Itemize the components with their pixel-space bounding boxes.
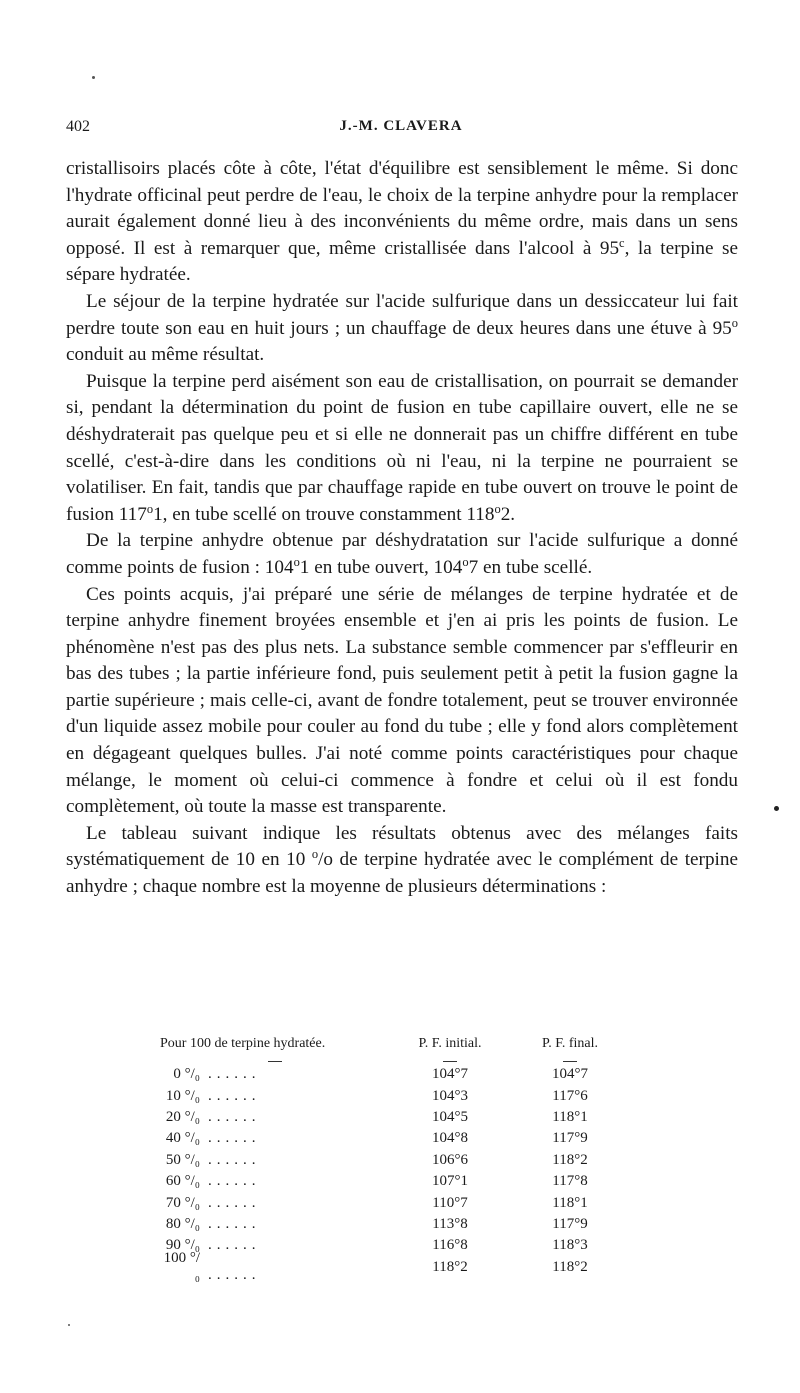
final-point-cell: 117°8: [552, 1173, 588, 1190]
percentage-cell: 90 °/₀: [165, 1237, 200, 1254]
initial-point-cell: 104°3: [432, 1087, 468, 1104]
final-point-cell: 117°9: [552, 1130, 588, 1147]
paragraph: De la terpine anhydre obtenue par déshydratation sur l'acide sulfurique a donné comme points de fusion : 104$^o$1 en tube ouvert, 104$^o$7 en tube scellé.: [66, 530, 738, 578]
header-dash: [268, 1061, 282, 1062]
percentage-cell: 70 °/₀: [165, 1194, 200, 1211]
table-row: [160, 1150, 640, 1171]
running-title: J.-M. CLAVERA: [339, 118, 463, 134]
dot-leader: ......: [208, 1130, 261, 1147]
table-row: [160, 1128, 640, 1149]
final-point-cell: 104°7: [552, 1066, 588, 1083]
initial-point-cell: 110°7: [432, 1194, 468, 1211]
final-point-cell: 118°1: [552, 1194, 588, 1211]
final-point-cell: 117°9: [552, 1215, 588, 1232]
header-rule-row: [160, 1052, 640, 1064]
final-point-cell: 117°6: [552, 1087, 588, 1104]
scan-speck: [92, 76, 95, 79]
initial-point-cell: 104°8: [432, 1130, 468, 1147]
table-row: [160, 1250, 640, 1284]
percentage-cell: 20 °/₀: [165, 1108, 200, 1125]
percentage-cell: 40 °/₀: [165, 1130, 200, 1147]
paragraph: Ces points acquis, j'ai préparé une série de mélanges de terpine hydratée et de terpine anhydre finement broyées ensemble et j'en ai pris les points de fusion. Le phénomène n'est pas des plus nets. La substance semble commencer par s'effleurir en bas des tubes ; la partie inférieure fond, puis seulement petit à petit la fusion gagne la partie supérieure ; mais celle-ci, avant de fondre totalement, peut se trouver environnée d'un liquide assez mobile pour couler au fond du tube ; elle y fond alors complètement en dégageant quelques bulles. J'ai noté comme points caractéristiques pour chaque mélange, le moment où celui-ci commence à fondre et celui où il est fondu complètement, où toute la masse est transparente.: [66, 583, 738, 818]
scan-speck: [68, 1324, 70, 1326]
paragraph: cristallisoirs placés côte à côte, l'état d'équilibre est sensiblement le même. Si donc l'hydrate officinal peut perdre de l'eau, le choix de la terpine anhydre pour la remplacer aurait également donné lieu à des inconvénients du même ordre, mais dans un sens opposé. Il est à remarquer que, même cristallisée dans l'alcool à 95$^c$, la terpine se sépare hydratée.: [66, 158, 738, 286]
initial-point-cell: 104°5: [432, 1108, 468, 1125]
scan-speck: [774, 806, 779, 811]
initial-point-cell: 104°7: [432, 1066, 468, 1083]
table-row: [160, 1064, 640, 1085]
dot-leader: ......: [208, 1066, 261, 1083]
paragraph: Puisque la terpine perd aisément son eau de cristallisation, on pourrait se demander si, pendant la détermination du point de fusion en tube capillaire ouvert, elle ne se déshydraterait pas quelque peu et si elle ne donnerait pas un chiffre différent en tube scellé, c'est-à-dire dans les conditions où ni l'eau, ni la terpine ne pourraient se volatiliser. En fait, tandis que par chauffage rapide en tube ouvert on trouve le point de fusion 117$^o$1, en tube scellé on trouve constamment 118$^o$2.: [66, 370, 738, 525]
final-point-cell: 118°2: [552, 1258, 588, 1275]
header-dash: [443, 1061, 457, 1062]
percentage-cell: 10 °/₀: [165, 1087, 200, 1104]
paragraph: Le séjour de la terpine hydratée sur l'acide sulfurique dans un dessiccateur lui fait perdre toute son eau en huit jours ; un chauffage de deux heures dans une étuve à 95$^o$ conduit au même résultat.: [66, 290, 738, 366]
percentage-cell: 60 °/₀: [165, 1173, 200, 1190]
final-point-cell: 118°2: [552, 1151, 588, 1168]
final-point-cell: 118°1: [552, 1108, 588, 1125]
table-row: [160, 1171, 640, 1192]
body-text: [66, 156, 738, 901]
dot-leader: ......: [208, 1151, 261, 1168]
final-point-cell: 118°3: [552, 1237, 588, 1254]
table-row: [160, 1192, 640, 1213]
column-header-final: P. F. final.: [541, 1036, 599, 1051]
column-header-percentage: Pour 100 de terpine hydratée.: [160, 1036, 326, 1051]
dot-leader: ......: [208, 1173, 261, 1190]
percentage-cell: 50 °/₀: [165, 1151, 200, 1168]
header-dash: [563, 1061, 577, 1062]
paragraph: Le tableau suivant indique les résultats obtenus avec des mélanges faits systématiquement de 10 en 10 $^o$/o de terpine hydratée avec le complément de terpine anhydre ; chaque nombre est la moyenne de plusieurs déterminations :: [66, 822, 738, 898]
page-number: 402: [66, 118, 90, 135]
table-row: [160, 1214, 640, 1235]
dot-leader: ......: [208, 1267, 261, 1284]
dot-leader: ......: [208, 1194, 261, 1211]
percentage-cell: 80 °/₀: [165, 1215, 200, 1232]
column-header-initial: P. F. initial.: [418, 1036, 482, 1051]
percentage-cell: 100 °/₀: [163, 1250, 200, 1284]
table-row: [160, 1107, 640, 1128]
table-row: [160, 1085, 640, 1106]
dot-leader: ......: [208, 1237, 261, 1254]
initial-point-cell: 113°8: [432, 1215, 468, 1232]
initial-point-cell: 118°2: [432, 1258, 468, 1275]
running-head: [66, 118, 736, 142]
initial-point-cell: 107°1: [432, 1173, 468, 1190]
dot-leader: ......: [208, 1215, 261, 1232]
percentage-cell: 0 °/₀: [173, 1066, 200, 1083]
initial-point-cell: 116°8: [432, 1237, 468, 1254]
melting-point-table: [160, 1030, 640, 1284]
dot-leader: ......: [208, 1087, 261, 1104]
dot-leader: ......: [208, 1108, 261, 1125]
initial-point-cell: 106°6: [432, 1151, 468, 1168]
